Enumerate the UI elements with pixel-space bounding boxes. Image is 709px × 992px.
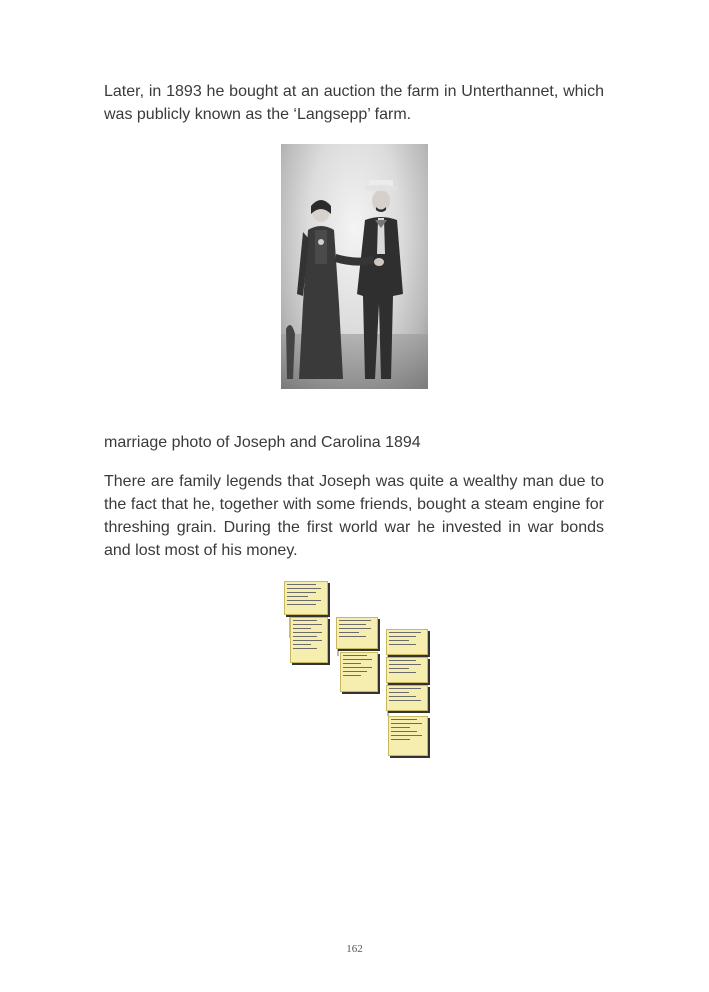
photo-caption: marriage photo of Joseph and Carolina 1894 <box>104 434 421 451</box>
paragraph-farm-purchase: Later, in 1893 he bought at an auction the farm in Unterthannet, which was publicly known as the ‘Langsepp’ farm. <box>104 83 604 123</box>
tree-node <box>386 657 428 683</box>
tree-node <box>388 716 428 756</box>
page-number: 162 <box>346 943 363 955</box>
tree-node <box>340 652 378 692</box>
tree-node <box>284 581 328 615</box>
family-tree-chart <box>280 578 436 764</box>
marriage-photo <box>281 144 428 389</box>
tree-node <box>336 617 378 649</box>
tree-node <box>386 685 428 711</box>
tree-node <box>386 629 428 655</box>
paragraph-family-legends: There are family legends that Joseph was quite a wealthy man due to the fact that he, together with some friends, bought a steam engine for threshing grain. During the first world war he invested in war bonds and lost most of his money. <box>104 473 604 559</box>
tree-node <box>290 617 328 663</box>
